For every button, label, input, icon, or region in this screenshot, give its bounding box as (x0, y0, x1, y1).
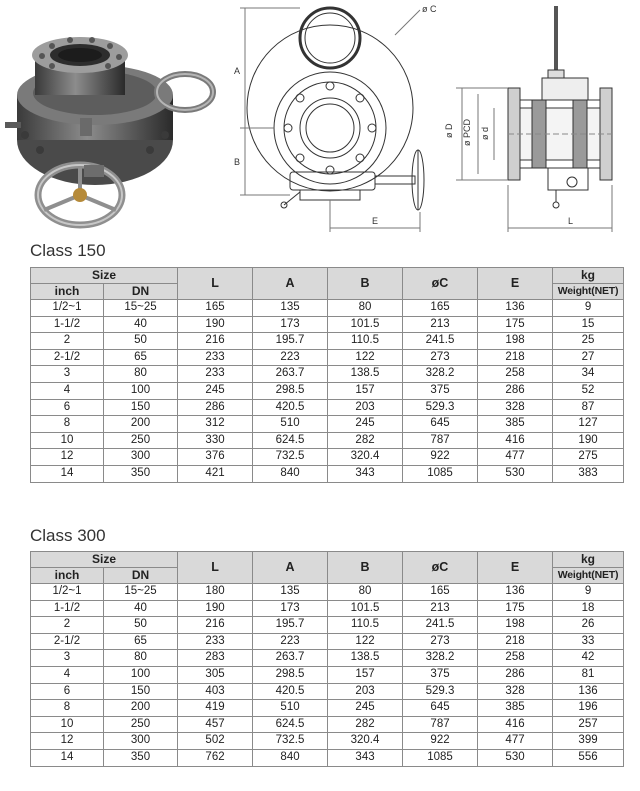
table-cell: 732.5 (253, 733, 328, 750)
table-cell: 343 (328, 465, 403, 482)
table-cell: 203 (328, 399, 403, 416)
table-cell: 138.5 (328, 650, 403, 667)
table-cell: 263.7 (253, 366, 328, 383)
table-cell: 165 (178, 300, 253, 317)
table-cell: 175 (478, 600, 553, 617)
table-cell: 190 (553, 432, 624, 449)
table-cell: 233 (178, 633, 253, 650)
label-e: E (372, 216, 379, 226)
table-cell: 403 (178, 683, 253, 700)
table-cell: 416 (478, 716, 553, 733)
table-cell: 200 (104, 416, 178, 433)
table-cell: 2-1/2 (31, 633, 104, 650)
table-cell: 250 (104, 432, 178, 449)
class150-table (30, 267, 624, 483)
table-cell: 330 (178, 432, 253, 449)
table-cell: 150 (104, 399, 178, 416)
table-cell: 1-1/2 (31, 600, 104, 617)
label-a: A (234, 66, 241, 76)
table-cell: 350 (104, 749, 178, 766)
table-cell: 223 (253, 349, 328, 366)
header-size: Size (31, 268, 178, 284)
table-row (31, 382, 624, 399)
table-row (31, 617, 624, 634)
table-cell: 80 (328, 300, 403, 317)
table-cell: 34 (553, 366, 624, 383)
table-row (31, 733, 624, 750)
table-cell: 1/2~1 (31, 584, 104, 601)
table-cell: 15~25 (104, 300, 178, 317)
table-cell: 283 (178, 650, 253, 667)
table-cell: 9 (553, 584, 624, 601)
table-cell: 645 (403, 416, 478, 433)
table-cell: 286 (178, 399, 253, 416)
table-cell: 250 (104, 716, 178, 733)
table-cell: 50 (104, 333, 178, 350)
table-cell: 282 (328, 716, 403, 733)
table-cell: 173 (253, 316, 328, 333)
header-l: L (178, 552, 253, 584)
table-cell: 213 (403, 316, 478, 333)
table-cell: 3 (31, 366, 104, 383)
header-a: A (253, 268, 328, 300)
table-cell: 165 (403, 584, 478, 601)
table-cell: 233 (178, 349, 253, 366)
table-cell: 530 (478, 749, 553, 766)
table-cell: 10 (31, 716, 104, 733)
table-cell: 40 (104, 316, 178, 333)
table-cell: 399 (553, 733, 624, 750)
table-cell: 173 (253, 600, 328, 617)
table-cell: 477 (478, 449, 553, 466)
table-row (31, 333, 624, 350)
table-cell: 9 (553, 300, 624, 317)
table-cell: 136 (478, 584, 553, 601)
table-cell: 100 (104, 666, 178, 683)
table-cell: 40 (104, 600, 178, 617)
label-l: L (568, 216, 574, 226)
table-cell: 286 (478, 666, 553, 683)
table-cell: 135 (253, 300, 328, 317)
table-cell: 420.5 (253, 399, 328, 416)
header-weight: Weight(NET) (553, 568, 624, 584)
table-cell: 245 (328, 700, 403, 717)
table-cell: 14 (31, 749, 104, 766)
table-cell: 282 (328, 432, 403, 449)
table-cell: 213 (403, 600, 478, 617)
table-cell: 80 (104, 650, 178, 667)
table-cell: 15~25 (104, 584, 178, 601)
table-row (31, 399, 624, 416)
table-cell: 2 (31, 333, 104, 350)
table-row (31, 633, 624, 650)
table-cell: 218 (478, 349, 553, 366)
table-row (31, 600, 624, 617)
table-cell: 343 (328, 749, 403, 766)
table-cell: 328.2 (403, 650, 478, 667)
table-cell: 420.5 (253, 683, 328, 700)
table-cell: 258 (478, 366, 553, 383)
table-cell: 218 (478, 633, 553, 650)
table-cell: 1085 (403, 465, 478, 482)
table-cell: 50 (104, 617, 178, 634)
table-cell: 157 (328, 666, 403, 683)
table-cell: 203 (328, 683, 403, 700)
table-cell: 300 (104, 449, 178, 466)
table-cell: 732.5 (253, 449, 328, 466)
table-cell: 275 (553, 449, 624, 466)
table-cell: 4 (31, 382, 104, 399)
table-cell: 258 (478, 650, 553, 667)
label-d-inner: ø d (480, 126, 490, 140)
table-row (31, 300, 624, 317)
table-cell: 375 (403, 382, 478, 399)
header-a: A (253, 552, 328, 584)
table-cell: 136 (478, 300, 553, 317)
table-cell: 81 (553, 666, 624, 683)
table-cell: 175 (478, 316, 553, 333)
figures-area (0, 0, 640, 240)
table-row (31, 749, 624, 766)
table-cell: 385 (478, 416, 553, 433)
class300-table (30, 551, 624, 767)
table-cell: 10 (31, 432, 104, 449)
table-cell: 241.5 (403, 617, 478, 634)
table-cell: 298.5 (253, 382, 328, 399)
table-cell: 421 (178, 465, 253, 482)
table-cell: 12 (31, 733, 104, 750)
table-cell: 165 (403, 300, 478, 317)
header-c: øC (403, 268, 478, 300)
table-cell: 80 (104, 366, 178, 383)
table-row (31, 666, 624, 683)
table-cell: 122 (328, 349, 403, 366)
header-e: E (478, 552, 553, 584)
class150-body (31, 300, 624, 483)
table-cell: 477 (478, 733, 553, 750)
table-cell: 80 (328, 584, 403, 601)
table-cell: 245 (178, 382, 253, 399)
table-cell: 15 (553, 316, 624, 333)
table-cell: 157 (328, 382, 403, 399)
table-cell: 416 (478, 432, 553, 449)
table-cell: 6 (31, 399, 104, 416)
table-cell: 510 (253, 416, 328, 433)
table-cell: 190 (178, 600, 253, 617)
header-b: B (328, 268, 403, 300)
table-cell: 787 (403, 716, 478, 733)
table-cell: 100 (104, 382, 178, 399)
table-cell: 3 (31, 650, 104, 667)
table-cell: 529.3 (403, 683, 478, 700)
table-cell: 4 (31, 666, 104, 683)
table-cell: 101.5 (328, 316, 403, 333)
header-size: Size (31, 552, 178, 568)
table-cell: 216 (178, 333, 253, 350)
table-cell: 273 (403, 349, 478, 366)
table-cell: 257 (553, 716, 624, 733)
table-cell: 298.5 (253, 666, 328, 683)
table-row (31, 366, 624, 383)
table-cell: 320.4 (328, 733, 403, 750)
table-cell: 840 (253, 465, 328, 482)
table-cell: 200 (104, 700, 178, 717)
table-cell: 8 (31, 700, 104, 717)
table-cell: 195.7 (253, 333, 328, 350)
table-row (31, 700, 624, 717)
table-cell: 2-1/2 (31, 349, 104, 366)
table-cell: 645 (403, 700, 478, 717)
header-kg: kg (553, 268, 624, 284)
table-cell: 245 (328, 416, 403, 433)
table-cell: 383 (553, 465, 624, 482)
table-cell: 190 (178, 316, 253, 333)
table-cell: 150 (104, 683, 178, 700)
header-kg: kg (553, 552, 624, 568)
table-cell: 328 (478, 683, 553, 700)
table-cell: 136 (553, 683, 624, 700)
table-row (31, 316, 624, 333)
table-cell: 922 (403, 449, 478, 466)
table-cell: 42 (553, 650, 624, 667)
table-cell: 2 (31, 617, 104, 634)
table-cell: 624.5 (253, 432, 328, 449)
table-cell: 110.5 (328, 333, 403, 350)
table-row (31, 584, 624, 601)
table-cell: 300 (104, 733, 178, 750)
table-cell: 33 (553, 633, 624, 650)
table-cell: 556 (553, 749, 624, 766)
table-cell: 320.4 (328, 449, 403, 466)
table-cell: 233 (178, 366, 253, 383)
table-cell: 419 (178, 700, 253, 717)
label-pcd: ø PCD (462, 119, 472, 146)
class300-body (31, 584, 624, 767)
table-cell: 350 (104, 465, 178, 482)
table-row (31, 683, 624, 700)
table-cell: 624.5 (253, 716, 328, 733)
table-cell: 375 (403, 666, 478, 683)
table-cell: 27 (553, 349, 624, 366)
header-c: øC (403, 552, 478, 584)
table-cell: 26 (553, 617, 624, 634)
table-cell: 180 (178, 584, 253, 601)
table-cell: 529.3 (403, 399, 478, 416)
table-cell: 110.5 (328, 617, 403, 634)
table-cell: 198 (478, 333, 553, 350)
table-cell: 530 (478, 465, 553, 482)
header-dn: DN (104, 284, 178, 300)
table-row (31, 416, 624, 433)
table-cell: 328 (478, 399, 553, 416)
valve-product-illustration (0, 0, 230, 240)
table-row (31, 716, 624, 733)
table-cell: 12 (31, 449, 104, 466)
table-cell: 241.5 (403, 333, 478, 350)
table-cell: 135 (253, 584, 328, 601)
table-cell: 8 (31, 416, 104, 433)
label-d-outer: ø D (444, 123, 454, 138)
table-cell: 376 (178, 449, 253, 466)
table-cell: 198 (478, 617, 553, 634)
header-weight: Weight(NET) (553, 284, 624, 300)
label-c: ø C (422, 4, 437, 14)
table-cell: 65 (104, 633, 178, 650)
table-cell: 6 (31, 683, 104, 700)
class300-title: Class 300 (30, 526, 106, 545)
table-cell: 101.5 (328, 600, 403, 617)
class150-title: Class 150 (30, 241, 106, 260)
table-cell: 328.2 (403, 366, 478, 383)
table-cell: 87 (553, 399, 624, 416)
label-b: B (234, 157, 241, 167)
header-l: L (178, 268, 253, 300)
table-cell: 25 (553, 333, 624, 350)
table-cell: 18 (553, 600, 624, 617)
table-row (31, 449, 624, 466)
table-row (31, 650, 624, 667)
table-cell: 138.5 (328, 366, 403, 383)
table-cell: 195.7 (253, 617, 328, 634)
table-cell: 122 (328, 633, 403, 650)
table-cell: 312 (178, 416, 253, 433)
table-row (31, 465, 624, 482)
table-cell: 1-1/2 (31, 316, 104, 333)
table-cell: 216 (178, 617, 253, 634)
table-cell: 1/2~1 (31, 300, 104, 317)
table-cell: 286 (478, 382, 553, 399)
table-cell: 196 (553, 700, 624, 717)
table-cell: 502 (178, 733, 253, 750)
table-cell: 922 (403, 733, 478, 750)
table-cell: 840 (253, 749, 328, 766)
table-cell: 787 (403, 432, 478, 449)
header-dn: DN (104, 568, 178, 584)
table-row (31, 432, 624, 449)
table-cell: 65 (104, 349, 178, 366)
table-cell: 14 (31, 465, 104, 482)
table-cell: 457 (178, 716, 253, 733)
header-inch: inch (31, 568, 104, 584)
table-cell: 762 (178, 749, 253, 766)
header-e: E (478, 268, 553, 300)
table-cell: 127 (553, 416, 624, 433)
header-b: B (328, 552, 403, 584)
table-cell: 52 (553, 382, 624, 399)
table-cell: 510 (253, 700, 328, 717)
table-cell: 305 (178, 666, 253, 683)
table-cell: 263.7 (253, 650, 328, 667)
table-cell: 273 (403, 633, 478, 650)
table-cell: 385 (478, 700, 553, 717)
table-cell: 1085 (403, 749, 478, 766)
header-inch: inch (31, 284, 104, 300)
table-cell: 223 (253, 633, 328, 650)
table-row (31, 349, 624, 366)
